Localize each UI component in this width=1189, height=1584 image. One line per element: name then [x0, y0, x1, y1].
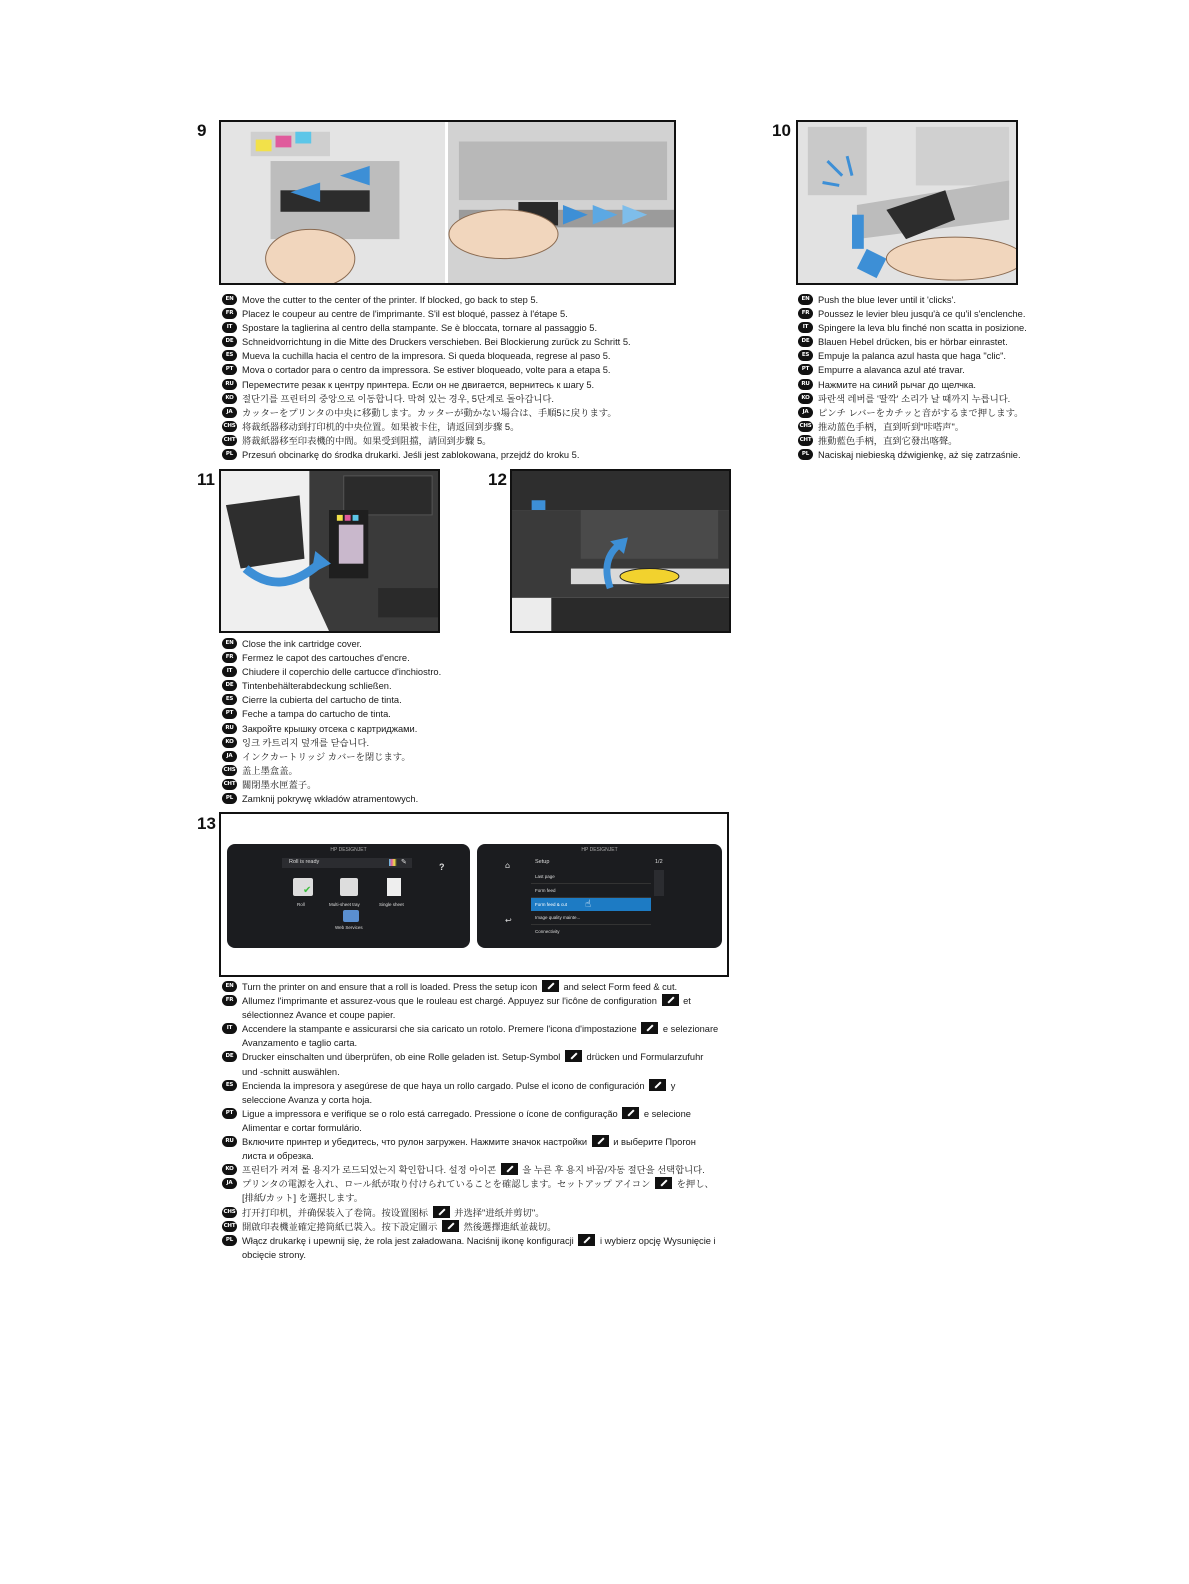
instruction-paragraph-ru — [222, 1135, 720, 1163]
instruction-text — [242, 1206, 720, 1220]
step-11-illustration — [219, 469, 440, 633]
instruction-text: Close the ink cartridge cover. — [242, 639, 362, 649]
instruction-text-before: 開啟印表機並確定捲筒紙已裝入。按下設定圖示 — [242, 1221, 438, 1232]
instruction-text-before: Włącz drukarkę i upewnij się, że rola jest załadowana. Naciśnij ikonę konfiguracji — [242, 1235, 574, 1246]
setup-wrench-icon — [592, 1135, 609, 1147]
step-11-instructions — [222, 637, 441, 806]
instruction-line-pl — [222, 448, 631, 462]
language-badge-icon: CHT — [222, 1221, 237, 1232]
step-number-9: 9 — [197, 121, 207, 140]
instruction-line-it — [798, 321, 1027, 335]
language-badge-icon: IT — [798, 322, 813, 333]
setup-wrench-icon — [433, 1206, 450, 1218]
back-icon[interactable]: ↩ — [505, 916, 512, 925]
setup-brand: HP DESIGNJET — [581, 847, 618, 853]
instruction-text: Cierre la cubierta del cartucho de tinta. — [242, 695, 402, 706]
language-badge-icon: IT — [222, 1023, 237, 1034]
setup-title: Setup — [535, 859, 550, 865]
instruction-line-cht — [222, 778, 441, 792]
language-badge-icon: ES — [798, 350, 813, 361]
pointer-hand-icon: ☝ — [585, 899, 592, 910]
language-badge-icon: JA — [222, 751, 237, 762]
instruction-text: Feche a tampa do cartucho de tinta. — [242, 709, 391, 720]
instruction-text-after: 并选择"进纸并剪切"。 — [454, 1207, 545, 1218]
instruction-text: Spostare la taglierina al centro della stampante. Se è bloccata, tornare al passaggio 5. — [242, 323, 598, 334]
instruction-line-it — [222, 665, 441, 679]
instruction-text: Przesuń obcinarkę do środka drukarki. Jeśli jest zablokowana, przejdź do kroku 5. — [242, 450, 580, 461]
language-badge-icon: KO — [222, 393, 237, 404]
instruction-text-before: プリンタの電源を入れ、ロール紙が取り付けられていることを確認します。セットアップ アイコン — [242, 1179, 651, 1190]
step-12-illustration — [510, 469, 731, 633]
single-sheet-tile[interactable] — [387, 878, 401, 896]
instruction-paragraph-ja — [222, 1177, 720, 1205]
language-badge-icon: RU — [222, 1136, 237, 1147]
language-badge-icon: FR — [798, 308, 813, 319]
instruction-line-en — [222, 293, 631, 307]
instruction-line-en — [222, 637, 441, 651]
instruction-text: Spingere la leva blu finché non scatta in posizione. — [818, 323, 1027, 334]
instruction-text: Fermez le capot des cartouches d'encre. — [242, 653, 410, 664]
instruction-text: Zamknij pokrywę wkładów atramentowych. — [242, 794, 419, 805]
language-badge-icon: FR — [222, 652, 237, 663]
instruction-line-it — [222, 321, 631, 335]
language-badge-icon: CHS — [222, 421, 237, 432]
instruction-text-after: i wybierz opcję Wysunięcie i obcięcie strony. — [242, 1235, 716, 1260]
menu-item-last-page[interactable]: Last page — [531, 870, 651, 884]
setup-wrench-icon — [655, 1177, 672, 1189]
setup-screen — [477, 844, 722, 948]
language-badge-icon: PT — [222, 708, 237, 719]
language-badge-icon: ES — [222, 350, 237, 361]
instruction-paragraph-fr — [222, 994, 720, 1022]
home-screen — [227, 844, 470, 948]
instruction-text-after: e selezionare Avanzamento e taglio carta. — [242, 1024, 719, 1049]
instruction-line-pt — [798, 363, 1027, 377]
language-badge-icon: RU — [798, 379, 813, 390]
instruction-text: Poussez le levier bleu jusqu'à ce qu'il s'enclenche. — [818, 309, 1026, 320]
instruction-paragraph-chs — [222, 1206, 720, 1220]
instruction-line-fr — [222, 307, 631, 321]
instruction-text: Placez le coupeur au centre de l'imprimante. S'il est bloqué, passez à l'étape 5. — [242, 309, 568, 320]
instruction-line-ru — [222, 722, 441, 736]
instruction-paragraph-it — [222, 1022, 720, 1050]
setup-page: 1/2 — [655, 859, 663, 865]
setup-wrench-icon — [578, 1234, 595, 1246]
menu-item-form-feed-cut[interactable]: Form feed & cut — [531, 898, 651, 911]
instruction-text: Mova o cortador para o centro da impressora. Se estiver bloqueado, volte para a etapa 5. — [242, 365, 611, 376]
instruction-text — [242, 994, 720, 1022]
instruction-text: Naciskaj niebieską dźwigienkę, aż się zatrzaśnie. — [818, 450, 1021, 461]
instruction-text — [242, 1135, 720, 1163]
instruction-line-ru — [798, 378, 1027, 392]
setup-wrench-icon — [622, 1107, 639, 1119]
language-badge-icon: EN — [222, 294, 237, 305]
instruction-text: Mueva la cuchilla hacia el centro de la impresora. Si queda bloqueada, regrese al paso 5. — [242, 351, 611, 362]
menu-item-connectivity[interactable]: Connectivity — [535, 929, 560, 934]
instruction-text — [242, 1107, 720, 1135]
instruction-line-fr — [798, 307, 1027, 321]
setup-wrench-icon — [542, 980, 559, 992]
language-badge-icon: KO — [798, 393, 813, 404]
instruction-line-pt — [222, 707, 441, 721]
instruction-text — [242, 980, 720, 994]
instruction-text: Закройте крышку отсека с картриджами. — [242, 723, 418, 734]
instruction-line-chs — [798, 420, 1027, 434]
instruction-text-after: and select Form feed & cut. — [563, 982, 678, 992]
language-badge-icon: DE — [222, 1051, 237, 1062]
instruction-text: 推动蓝色手柄，直到听到"咔嗒声"。 — [818, 421, 965, 432]
instruction-text: Нажмите на синий рычаг до щелчка. — [818, 379, 976, 390]
language-badge-icon: PT — [798, 364, 813, 375]
instruction-line-chs — [222, 764, 441, 778]
tile-label-roll: Roll — [297, 902, 305, 907]
instruction-paragraph-en — [222, 980, 720, 994]
language-badge-icon: IT — [222, 666, 237, 677]
instruction-text-after: y seleccione Avanza y corta hoja. — [242, 1080, 676, 1105]
instruction-paragraph-de — [222, 1050, 720, 1078]
instruction-text: Empurre a alavanca azul até travar. — [818, 365, 965, 376]
instruction-text-before: Accendere la stampante e assicurarsi che sia caricato un rotolo. Premere l'icona d'impostazione — [242, 1024, 637, 1035]
tile-label-single: Single sheet — [379, 902, 404, 907]
help-icon[interactable]: ? — [439, 862, 445, 872]
language-badge-icon: JA — [798, 407, 813, 418]
home-status: Roll is ready — [289, 859, 320, 865]
language-badge-icon: DE — [222, 336, 237, 347]
instruction-paragraph-cht — [222, 1220, 720, 1234]
home-icon[interactable]: ⌂ — [505, 861, 511, 870]
instruction-text-before: 打开打印机，并确保装入了卷筒。按设置图标 — [242, 1207, 428, 1218]
language-badge-icon: CHS — [222, 765, 237, 776]
instruction-line-cht — [222, 434, 631, 448]
instruction-text: ピンチ レバーをカチッと音がするまで押します。 — [818, 407, 1024, 418]
setup-wrench-icon[interactable]: ✎ — [401, 858, 407, 866]
instruction-text-after: 然後選擇進紙並裁切。 — [463, 1221, 557, 1232]
language-badge-icon: PL — [222, 449, 237, 460]
instruction-text — [242, 1050, 720, 1078]
instruction-text: Tintenbehälterabdeckung schließen. — [242, 681, 392, 692]
instruction-text: 잉크 카트리지 덮개를 닫습니다. — [242, 737, 370, 748]
language-badge-icon: CHS — [222, 1207, 237, 1218]
instruction-text — [242, 1177, 720, 1205]
instruction-text-before: Ligue a impressora e verifique se o rolo está carregado. Pressione o ícone de configuração — [242, 1108, 618, 1119]
web-services-icon[interactable] — [343, 910, 359, 922]
instruction-text — [242, 1234, 720, 1262]
scrollbar[interactable] — [654, 870, 664, 896]
step-13-control-panel-frame — [219, 812, 729, 977]
instruction-line-ja — [222, 406, 631, 420]
language-badge-icon: RU — [222, 723, 237, 734]
instruction-text — [242, 1220, 720, 1234]
instruction-text: カッターをプリンタの中央に移動します。カッターが動かない場合は、手順5に戻ります。 — [242, 407, 617, 418]
instruction-text: 将裁纸器移动到打印机的中央位置。如果被卡住，请返回到步骤 5。 — [242, 421, 520, 432]
instruction-line-ja — [798, 406, 1027, 420]
instruction-text: 關閉墨水匣蓋子。 — [242, 779, 317, 790]
instruction-text-after: e selecione Alimentar e cortar formulário. — [242, 1108, 691, 1133]
instruction-line-de — [222, 679, 441, 693]
instruction-paragraph-ko — [222, 1163, 720, 1177]
step-number-11: 11 — [197, 470, 215, 489]
language-badge-icon: IT — [222, 322, 237, 333]
language-badge-icon: EN — [798, 294, 813, 305]
instruction-line-cht — [798, 434, 1027, 448]
instruction-text-before: Drucker einschalten und überprüfen, ob eine Rolle geladen ist. Setup-Symbol — [242, 1052, 561, 1063]
language-badge-icon: CHT — [222, 435, 237, 446]
ink-level-icon — [389, 859, 397, 866]
setup-wrench-icon — [442, 1220, 459, 1232]
instruction-text: Chiudere il coperchio delle cartucce d'inchiostro. — [242, 667, 442, 678]
instruction-text: 파란색 레버를 '딸깍' 소리가 날 때까지 누릅니다. — [818, 393, 1011, 404]
instruction-line-pl — [798, 448, 1027, 462]
step-9-instructions — [222, 293, 631, 462]
tile-label-multi: Multi-sheet tray — [329, 902, 360, 907]
instruction-paragraph-es — [222, 1079, 720, 1107]
setup-wrench-icon — [662, 994, 679, 1006]
instruction-text-after: 을 누른 후 용지 바꿈/자동 절단을 선택합니다. — [522, 1165, 705, 1176]
language-badge-icon: DE — [798, 336, 813, 347]
language-badge-icon: PL — [798, 449, 813, 460]
language-badge-icon: CHT — [222, 779, 237, 790]
setup-wrench-icon — [649, 1079, 666, 1091]
language-badge-icon: CHT — [798, 435, 813, 446]
instruction-line-chs — [222, 420, 631, 434]
instruction-text-after: et sélectionnez Avance et coupe papier. — [242, 996, 691, 1021]
language-badge-icon: CHS — [798, 421, 813, 432]
instruction-text-before: Включите принтер и убедитесь, что рулон загружен. Нажмите значок настройки — [242, 1137, 588, 1148]
instruction-text: Blauen Hebel drücken, bis er hörbar einrastet. — [818, 337, 1008, 348]
menu-item-image-quality[interactable]: Image quality mainte... — [531, 911, 651, 925]
instruction-text — [242, 1022, 720, 1050]
check-icon: ✔ — [303, 885, 312, 896]
instruction-text: Empuje la palanca azul hasta que haga "clic". — [818, 351, 1007, 362]
home-brand: HP DESIGNJET — [330, 847, 367, 853]
instruction-paragraph-pt — [222, 1107, 720, 1135]
instruction-text-before: Turn the printer on and ensure that a roll is loaded. Press the setup icon — [242, 982, 538, 992]
step-10-instructions — [798, 293, 1027, 462]
instruction-line-es — [798, 349, 1027, 363]
instruction-line-de — [798, 335, 1027, 349]
language-badge-icon: FR — [222, 995, 237, 1006]
setup-wrench-icon — [501, 1163, 518, 1175]
instruction-text: 推動藍色手柄，直到它發出喀聲。 — [818, 435, 958, 446]
step-10-illustration — [796, 120, 1018, 285]
language-badge-icon: EN — [222, 638, 237, 649]
language-badge-icon: DE — [222, 680, 237, 691]
step-number-10: 10 — [772, 121, 791, 140]
web-services-label: Web Services — [335, 925, 363, 930]
instruction-line-ko — [222, 736, 441, 750]
instruction-line-ru — [222, 378, 631, 392]
menu-item-form-feed[interactable]: Form feed — [531, 884, 651, 898]
instruction-line-es — [222, 693, 441, 707]
language-badge-icon: PT — [222, 1108, 237, 1119]
step-13-instructions — [222, 980, 720, 1262]
instruction-text-before: Allumez l'imprimante et assurez-vous que le rouleau est chargé. Appuyez sur l'icône de configuration — [242, 996, 657, 1007]
instruction-text: 절단기를 프린터의 중앙으로 이동합니다. 막혀 있는 경우, 5단계로 돌아갑니다. — [242, 393, 554, 404]
instruction-text: Переместите резак к центру принтера. Если он не двигается, вернитесь к шагу 5. — [242, 379, 595, 390]
instruction-text-after: を押し、[排紙/カット] を選択します。 — [242, 1179, 714, 1204]
language-badge-icon: EN — [222, 981, 237, 992]
language-badge-icon: PL — [222, 793, 237, 804]
instruction-text: Push the blue lever until it 'clicks'. — [818, 295, 956, 305]
language-badge-icon: FR — [222, 308, 237, 319]
language-badge-icon: KO — [222, 737, 237, 748]
instruction-text — [242, 1079, 720, 1107]
instruction-text-before: 프린터가 켜져 롤 용지가 로드되었는지 확인합니다. 설정 아이콘 — [242, 1165, 497, 1176]
instruction-paragraph-pl — [222, 1234, 720, 1262]
instruction-text: 將裁紙器移至印表機的中間。如果受到阻擋，請回到步驟 5。 — [242, 435, 492, 446]
language-badge-icon: KO — [222, 1164, 237, 1175]
instruction-line-es — [222, 349, 631, 363]
instruction-line-pt — [222, 363, 631, 377]
step-number-12: 12 — [488, 470, 507, 489]
instruction-line-ja — [222, 750, 441, 764]
instruction-line-en — [798, 293, 1027, 307]
language-badge-icon: RU — [222, 379, 237, 390]
instruction-text — [242, 1163, 720, 1177]
language-badge-icon: PL — [222, 1235, 237, 1246]
step-9-illustration — [219, 120, 676, 285]
instruction-text: 盖上墨盒盖。 — [242, 765, 298, 776]
multi-sheet-tile[interactable] — [340, 878, 358, 896]
language-badge-icon: JA — [222, 407, 237, 418]
language-badge-icon: JA — [222, 1178, 237, 1189]
step-number-13: 13 — [197, 814, 216, 833]
instruction-text-before: Encienda la impresora y asegúrese de que haya un rollo cargado. Pulse el icono de configuración — [242, 1080, 645, 1091]
language-badge-icon: ES — [222, 694, 237, 705]
roll-tile[interactable] — [293, 878, 313, 896]
instruction-text-after: drücken und Formularzufuhr und -schnitt auswählen. — [242, 1052, 704, 1077]
instruction-line-ko — [222, 392, 631, 406]
instruction-text: インクカートリッジ カバーを閉じます。 — [242, 751, 411, 762]
instruction-line-fr — [222, 651, 441, 665]
instruction-line-pl — [222, 792, 441, 806]
instruction-text: Move the cutter to the center of the printer. If blocked, go back to step 5. — [242, 295, 539, 305]
instruction-text: Schneidvorrichtung in die Mitte des Druckers verschieben. Bei Blockierung zurück zu Schritt 5. — [242, 337, 631, 348]
instruction-line-ko — [798, 392, 1027, 406]
language-badge-icon: PT — [222, 364, 237, 375]
instruction-text-after: и выберите Прогон листа и обрезка. — [242, 1137, 696, 1162]
instruction-line-de — [222, 335, 631, 349]
setup-wrench-icon — [641, 1022, 658, 1034]
language-badge-icon: ES — [222, 1080, 237, 1091]
setup-wrench-icon — [565, 1050, 582, 1062]
